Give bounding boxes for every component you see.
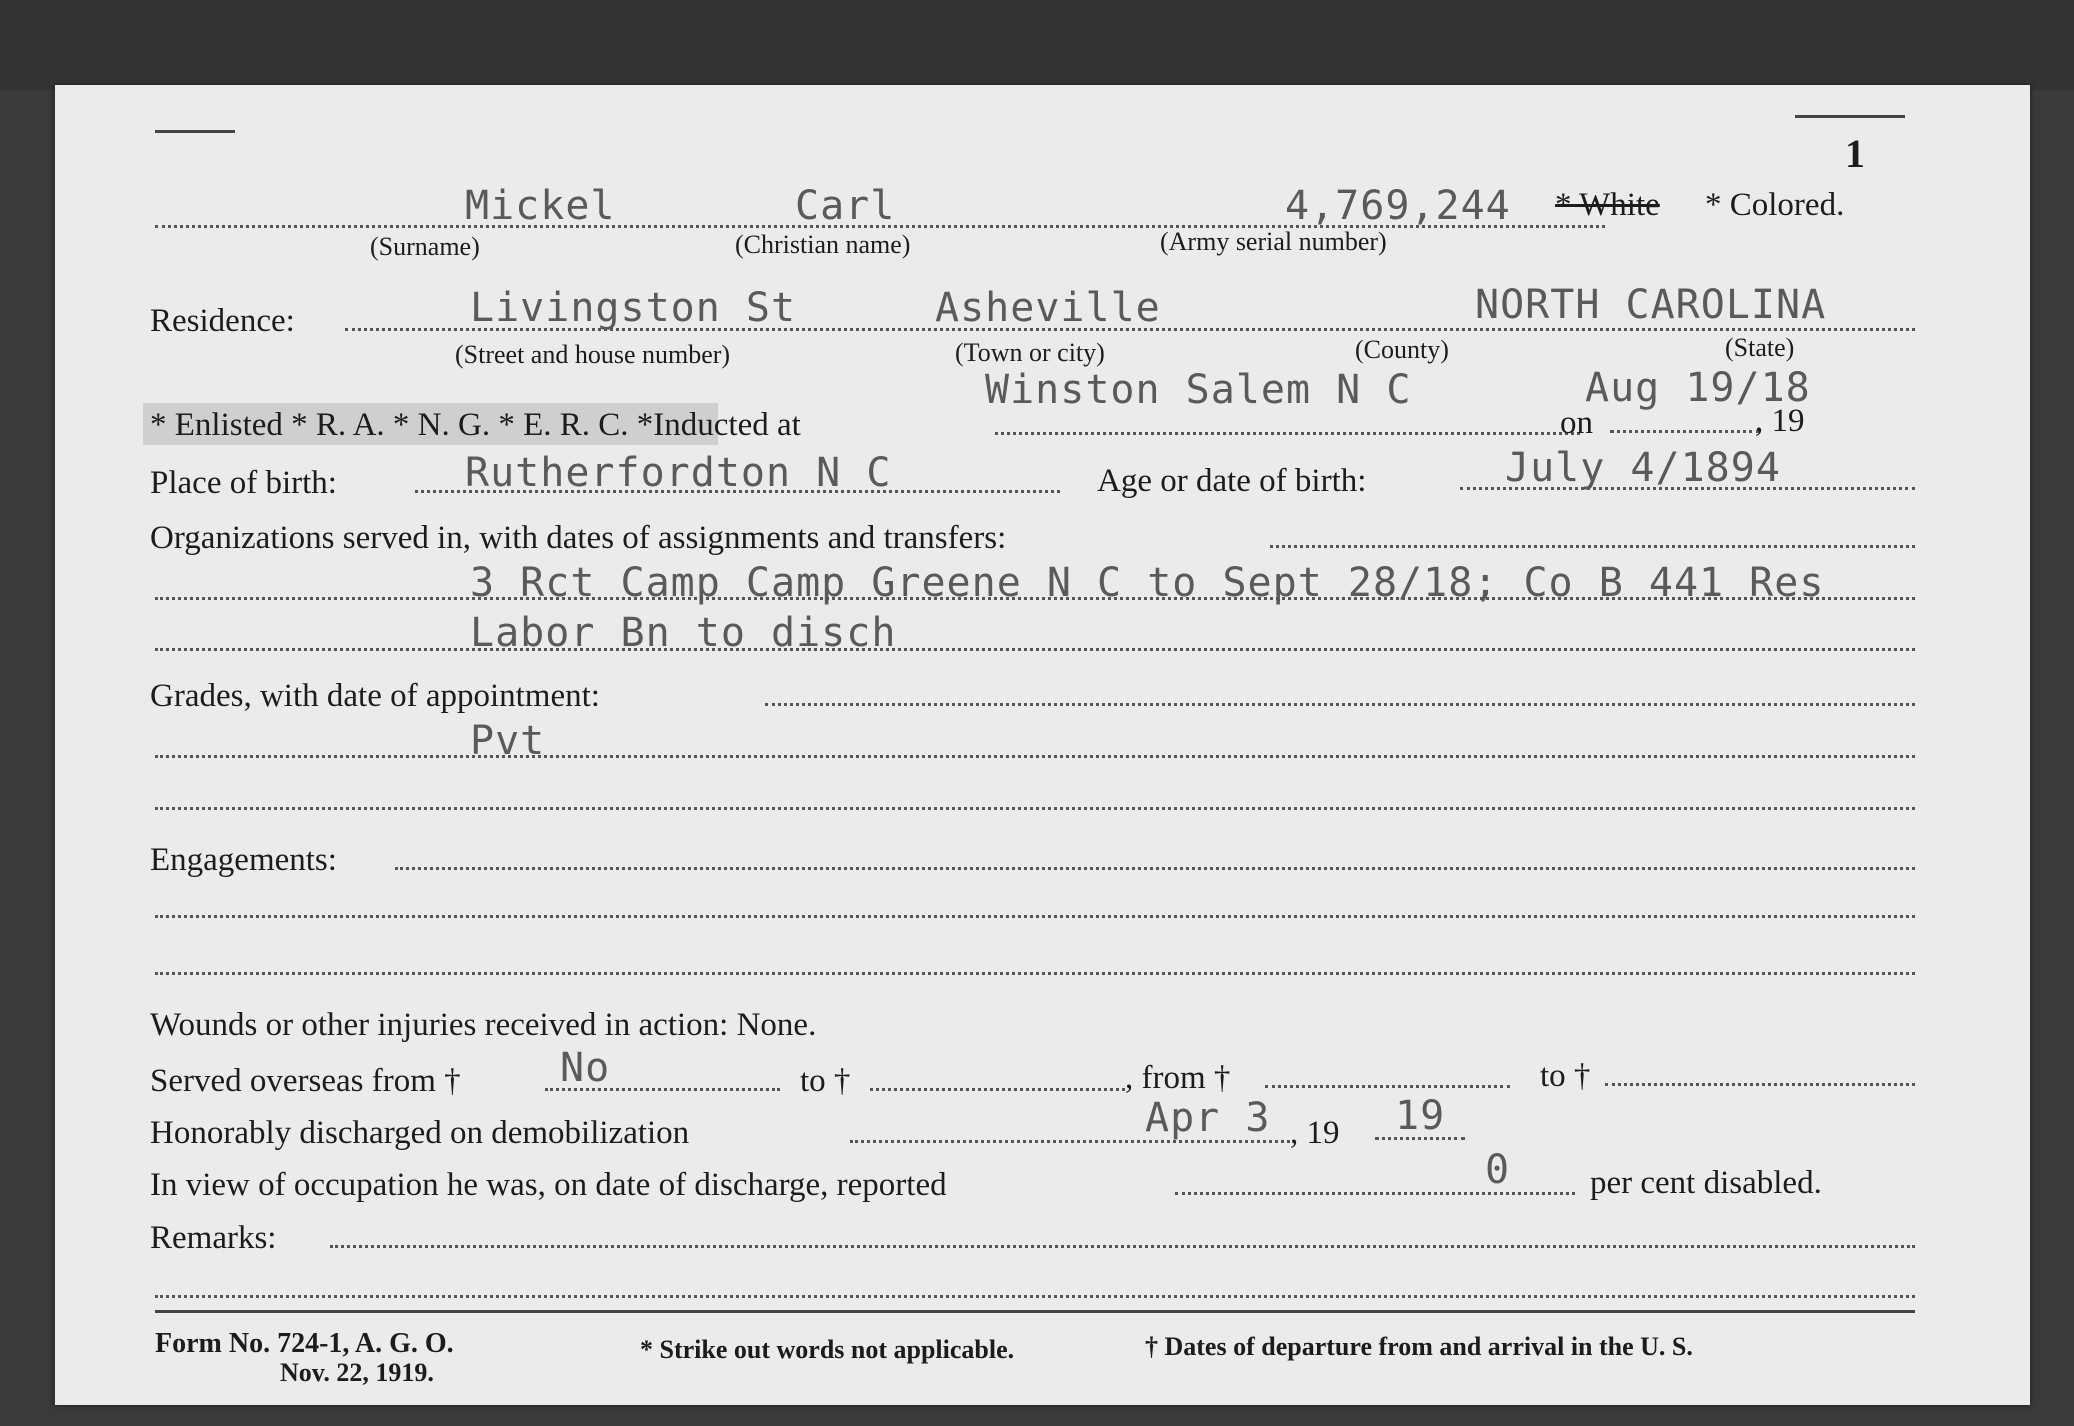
organizations-label: Organizations served in, with dates of assignments and transfers: bbox=[150, 520, 1007, 556]
label-christian: (Christian name) bbox=[735, 230, 911, 259]
surname-value: Mickel bbox=[465, 183, 616, 229]
overseas-from2-label: , from † bbox=[1125, 1060, 1231, 1096]
engagements-label: Engagements: bbox=[150, 842, 337, 878]
draft-service-card bbox=[55, 85, 2030, 1405]
remarks-rule-0 bbox=[330, 1245, 1915, 1248]
on-label: on bbox=[1560, 405, 1593, 441]
grade-value: Pvt bbox=[470, 718, 546, 764]
age-label: Age or date of birth: bbox=[1097, 463, 1367, 499]
overseas-from-value: No bbox=[560, 1045, 611, 1091]
label-serial: (Army serial number) bbox=[1160, 227, 1387, 256]
enlisted-label: * Enlisted * R. A. * N. G. * E. R. C. *Inducted at bbox=[150, 407, 801, 443]
engagements-rule-1 bbox=[155, 915, 1915, 918]
form-number: Form No. 724-1, A. G. O. bbox=[155, 1328, 454, 1359]
discharge-date-value: Apr 3 bbox=[1145, 1095, 1271, 1141]
form-date: Nov. 22, 1919. bbox=[280, 1358, 434, 1387]
organizations-rule-1 bbox=[155, 597, 1915, 600]
overseas-to-rule bbox=[870, 1088, 1125, 1091]
top-left-dash bbox=[155, 130, 235, 133]
inducted-place-value: Winston Salem N C bbox=[985, 367, 1412, 413]
year-suffix: , 19 bbox=[1755, 403, 1805, 439]
disability-value: 0 bbox=[1485, 1147, 1511, 1193]
grades-label: Grades, with date of appointment: bbox=[150, 678, 600, 714]
footer-rule bbox=[155, 1310, 1915, 1313]
organizations-line-1: 3 Rct Camp Camp Greene N C to Sept 28/18; Co B 441 Res bbox=[470, 560, 1825, 606]
disability-suffix: per cent disabled. bbox=[1590, 1165, 1822, 1201]
label-state: (State) bbox=[1725, 333, 1795, 362]
discharge-label: Honorably discharged on demobilization bbox=[150, 1115, 690, 1151]
overseas-to2-rule bbox=[1605, 1083, 1915, 1086]
engagements-rule-2 bbox=[155, 972, 1915, 975]
overseas-from-rule bbox=[545, 1088, 780, 1091]
race-white bbox=[1555, 187, 1660, 224]
state-value: NORTH CAROLINA bbox=[1475, 282, 1827, 328]
christian-name-value: Carl bbox=[795, 183, 896, 229]
inducted-place-rule bbox=[995, 432, 1580, 435]
race-colored: * Colored. bbox=[1705, 187, 1845, 223]
town-value: Asheville bbox=[935, 285, 1161, 331]
overseas-to-label: to † bbox=[800, 1063, 851, 1099]
strike-note: * Strike out words not applicable. bbox=[640, 1335, 1015, 1364]
card-number: 1 bbox=[1845, 131, 1865, 176]
inducted-date-rule bbox=[1610, 430, 1760, 433]
wounds-label: Wounds or other injuries received in action: None. bbox=[150, 1007, 817, 1043]
top-right-dash bbox=[1795, 115, 1905, 118]
dates-note: † Dates of departure from and arrival in the U. S. bbox=[1145, 1332, 1693, 1361]
organizations-line-2: Labor Bn to disch bbox=[470, 610, 897, 656]
overseas-label: Served overseas from † bbox=[150, 1063, 461, 1099]
place-of-birth-value: Rutherfordton N C bbox=[465, 450, 892, 496]
overseas-to2-label: to † bbox=[1540, 1058, 1591, 1094]
street-value: Livingston St bbox=[470, 285, 797, 331]
organizations-rule-0 bbox=[1270, 545, 1915, 548]
label-street: (Street and house number) bbox=[455, 340, 731, 369]
engagements-rule-0 bbox=[395, 867, 1915, 870]
grades-rule-0 bbox=[765, 703, 1915, 706]
grades-rule-1 bbox=[155, 755, 1915, 758]
residence-label: Residence: bbox=[150, 303, 295, 339]
label-surname: (Surname) bbox=[370, 232, 480, 261]
race-white-text: * White bbox=[1555, 187, 1660, 223]
place-of-birth-label: Place of birth: bbox=[150, 465, 337, 501]
birth-date-value: July 4/1894 bbox=[1505, 445, 1781, 491]
disability-rule bbox=[1175, 1192, 1575, 1195]
discharge-year-rule bbox=[1375, 1137, 1465, 1140]
inducted-date-value: Aug 19/18 bbox=[1585, 365, 1811, 411]
disability-label: In view of occupation he was, on date of discharge, reported bbox=[150, 1167, 947, 1203]
scan-background-top bbox=[0, 0, 2074, 90]
serial-value: 4,769,244 bbox=[1285, 183, 1511, 229]
label-town: (Town or city) bbox=[955, 338, 1105, 367]
discharge-year-value: 19 bbox=[1395, 1093, 1446, 1139]
label-county: (County) bbox=[1355, 335, 1449, 364]
remarks-label: Remarks: bbox=[150, 1220, 277, 1256]
overseas-from2-rule bbox=[1265, 1085, 1510, 1088]
discharge-year-prefix: , 19 bbox=[1290, 1115, 1340, 1151]
organizations-rule-2 bbox=[155, 648, 1915, 651]
grades-rule-2 bbox=[155, 807, 1915, 810]
remarks-rule-1 bbox=[155, 1295, 1915, 1298]
